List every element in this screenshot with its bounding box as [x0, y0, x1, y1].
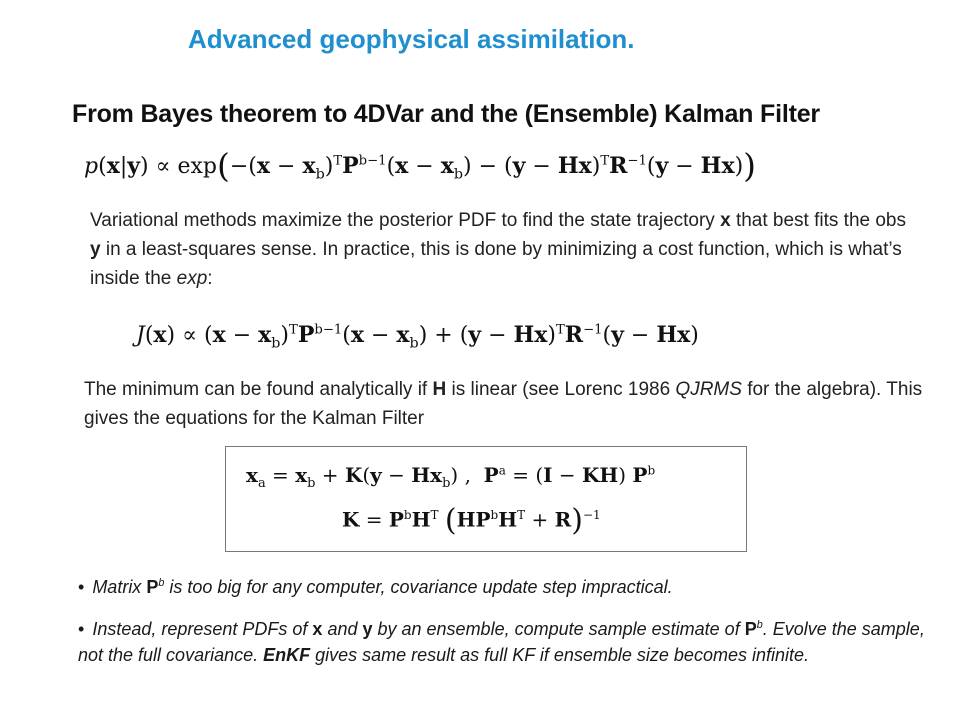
kalman-update-equation: $x_a = x_b + K(y - Hx_b)$ , $P^a = (I - KH)$ $P^b$: [246, 463, 656, 491]
analytic-minimum-paragraph: The minimum can be found analytically if H is linear (see Lorenc 1986 QJRMS for the algebra). This gives the equations for the Kalman Filter: [84, 379, 923, 429]
slide-subtitle: From Bayes theorem to 4DVar and the (Ensemble) Kalman Filter: [72, 100, 820, 128]
variational-paragraph: Variational methods maximize the posterior PDF to find the state trajectory x that best fits the obs y in a least-squares sense. In practice, this is done by minimizing a cost function, which is what’s inside the exp:: [90, 210, 906, 289]
kalman-filter-equations-box: [225, 446, 747, 552]
bullet-covariance-too-big: • Matrix $P^b$ is too big for any computer, covariance update step impractical.: [78, 577, 673, 597]
bayes-equation: $p(x|y) \propto \exp(-(x - x_b)^TP^{b-1}(x - x_b) - (y - Hx)^TR^{-1}(y - Hx))$: [84, 146, 757, 185]
kalman-gain-equation: $K = P^bH^T$ $(HP^bH^T + R)^{-1}$: [342, 503, 601, 538]
slide-title: Advanced geophysical assimilation.: [188, 24, 635, 54]
cost-function-equation: $J(x) \propto (x - x_b)^TP^{b-1}(x - x_b) + (y - Hx)^TR^{-1}(y - Hx)$: [136, 322, 699, 352]
bullet-ensemble-estimate: • Instead, represent PDFs of x and y by an ensemble, compute sample estimate of $P^b$. Evolve the sample, not the full covariance. EnKF gives same result as full KF if ensemble size becomes infinite.: [78, 619, 925, 665]
